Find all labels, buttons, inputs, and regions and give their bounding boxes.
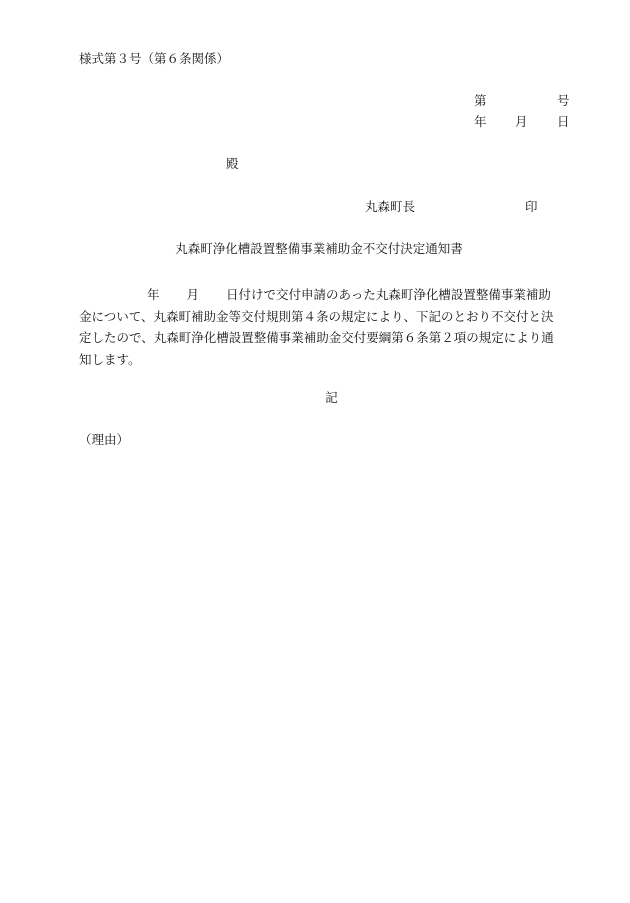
document-title: 丸森町浄化槽設置整備事業補助金不交付決定通知書 <box>175 241 463 256</box>
body-month: 月 <box>186 287 200 302</box>
sender-name: 丸森町長 <box>365 199 416 214</box>
reason-label: （理由） <box>79 432 130 447</box>
date-month: 月 <box>515 114 528 129</box>
addressee-honorific: 殿 <box>226 156 239 171</box>
form-number-label: 様式第３号（第６条関係） <box>79 51 230 66</box>
document-number-suffix: 号 <box>557 93 570 108</box>
body-paragraph <box>79 284 585 370</box>
document-number-prefix: 第 <box>474 93 487 108</box>
body-line-2: 金について、丸森町補助金等交付規則第４条の規定により、下記のとおり不交付と決 <box>79 308 554 324</box>
body-year: 年 <box>147 287 160 302</box>
ki-heading: 記 <box>325 390 338 405</box>
date-day: 日 <box>557 114 570 129</box>
date-year: 年 <box>474 114 487 129</box>
body-line-1-text: 日付けで交付申請のあった丸森町浄化槽設置整備事業補助 <box>226 287 551 302</box>
seal-mark: 印 <box>525 199 538 214</box>
body-line-4: 知します。 <box>79 351 141 367</box>
body-line-3: 定したので、丸森町浄化槽設置整備事業補助金交付要綱第６条第２項の規定により通 <box>79 330 554 345</box>
body-line-1 <box>79 284 585 306</box>
